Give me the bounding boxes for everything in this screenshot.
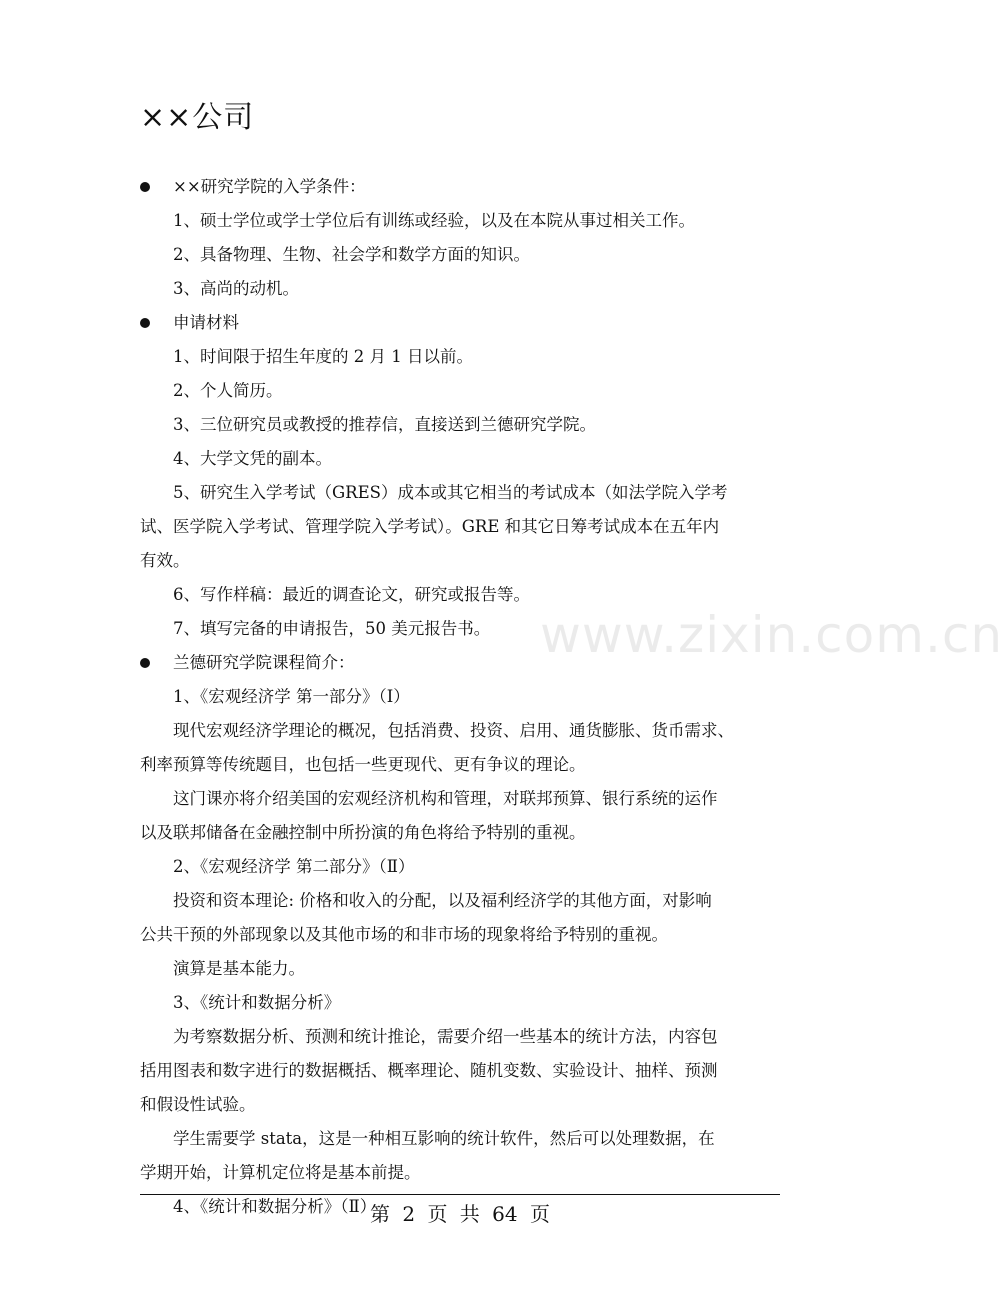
line-text: 利率预算等传统题目，也包括一些更现代、更有争议的理论。 — [140, 755, 586, 774]
line-text: 以及联邦储备在金融控制中所扮演的角色将给予特别的重视。 — [140, 823, 586, 842]
document-body — [140, 170, 780, 1224]
line-text: 4、大学文凭的副本。 — [173, 449, 332, 468]
line-text: 有效。 — [140, 551, 190, 570]
bullet-heading — [140, 170, 780, 204]
line-text: 2、《宏观经济学 第二部分》（Ⅱ） — [173, 857, 415, 876]
paragraph-line — [140, 578, 780, 612]
paragraph-line — [140, 986, 780, 1020]
paragraph-line — [140, 442, 780, 476]
line-text: 1、硕士学位或学士学位后有训练或经验，以及在本院从事过相关工作。 — [173, 211, 695, 230]
footer-divider — [140, 1194, 780, 1195]
paragraph-line — [140, 374, 780, 408]
paragraph-line — [140, 816, 780, 850]
paragraph-line — [140, 918, 780, 952]
line-text: 3、三位研究员或教授的推荐信，直接送到兰德研究学院。 — [173, 415, 596, 434]
paragraph-line — [140, 204, 780, 238]
paragraph-line — [140, 1088, 780, 1122]
paragraph-line — [140, 544, 780, 578]
line-text: 3、《统计和数据分析》 — [173, 993, 341, 1012]
paragraph-line — [140, 340, 780, 374]
line-text: 7、填写完备的申请报告，50 美元报告书。 — [173, 619, 491, 638]
line-text: 兰德研究学院课程简介： — [173, 653, 355, 672]
line-text: 这门课亦将介绍美国的宏观经济机构和管理，对联邦预算、银行系统的运作 — [173, 789, 718, 808]
line-text: ××研究学院的入学条件： — [173, 177, 366, 196]
bullet-heading — [140, 646, 780, 680]
paragraph-line — [140, 952, 780, 986]
paragraph-line — [140, 408, 780, 442]
line-text: 为考察数据分析、预测和统计推论，需要介绍一些基本的统计方法，内容包 — [173, 1027, 718, 1046]
line-text: 学生需要学 stata，这是一种相互影响的统计软件，然后可以处理数据，在 — [173, 1129, 715, 1148]
line-text: 6、写作样稿：最近的调查论文，研究或报告等。 — [173, 585, 530, 604]
line-text: 学期开始，计算机定位将是基本前提。 — [140, 1163, 421, 1182]
line-text: 申请材料 — [173, 313, 239, 332]
paragraph-line — [140, 748, 780, 782]
line-text: 和假设性试验。 — [140, 1095, 256, 1114]
line-text: 5、研究生入学考试（GRES）成本或其它相当的考试成本（如法学院入学考 — [173, 483, 728, 502]
paragraph-line — [140, 850, 780, 884]
line-text: 4、《统计和数据分析》（Ⅱ） — [173, 1197, 377, 1216]
paragraph-line — [140, 272, 780, 306]
bullet-icon — [140, 182, 150, 192]
paragraph-line — [140, 238, 780, 272]
paragraph-line — [140, 782, 780, 816]
paragraph-line — [140, 714, 780, 748]
bullet-heading — [140, 306, 780, 340]
paragraph-line — [140, 680, 780, 714]
bullet-icon — [140, 318, 150, 328]
paragraph-line — [140, 1020, 780, 1054]
line-text: 括用图表和数字进行的数据概括、概率理论、随机变数、实验设计、抽样、预测 — [140, 1061, 718, 1080]
line-text: 现代宏观经济学理论的概况，包括消费、投资、启用、通货膨胀、货币需求、 — [173, 721, 734, 740]
line-text: 公共干预的外部现象以及其他市场的和非市场的现象将给予特别的重视。 — [140, 925, 668, 944]
paragraph-line — [140, 1156, 780, 1190]
watermark: www.zixin.com.cn — [540, 606, 1003, 664]
line-text: 1、《宏观经济学 第一部分》（Ⅰ） — [173, 687, 410, 706]
line-text: 2、具备物理、生物、社会学和数学方面的知识。 — [173, 245, 530, 264]
paragraph-line — [140, 884, 780, 918]
line-text: 2、个人简历。 — [173, 381, 283, 400]
paragraph-line — [140, 1054, 780, 1088]
line-text: 演算是基本能力。 — [173, 959, 305, 978]
line-text: 1、时间限于招生年度的 2 月 1 日以前。 — [173, 347, 473, 366]
paragraph-line — [140, 476, 780, 510]
paragraph-line — [140, 612, 780, 646]
line-text: 试、医学院入学考试、管理学院入学考试）。GRE 和其它日筹考试成本在五年内 — [140, 517, 720, 536]
paragraph-line — [140, 1122, 780, 1156]
paragraph-line — [140, 510, 780, 544]
bullet-icon — [140, 658, 150, 668]
line-text: 3、高尚的动机。 — [173, 279, 299, 298]
line-text: 投资和资本理论: 价格和收入的分配，以及福利经济学的其他方面，对影响 — [173, 891, 712, 910]
page-number: 第 2 页 共 64 页 — [370, 1202, 550, 1226]
document-title: ××公司 — [140, 100, 255, 135]
